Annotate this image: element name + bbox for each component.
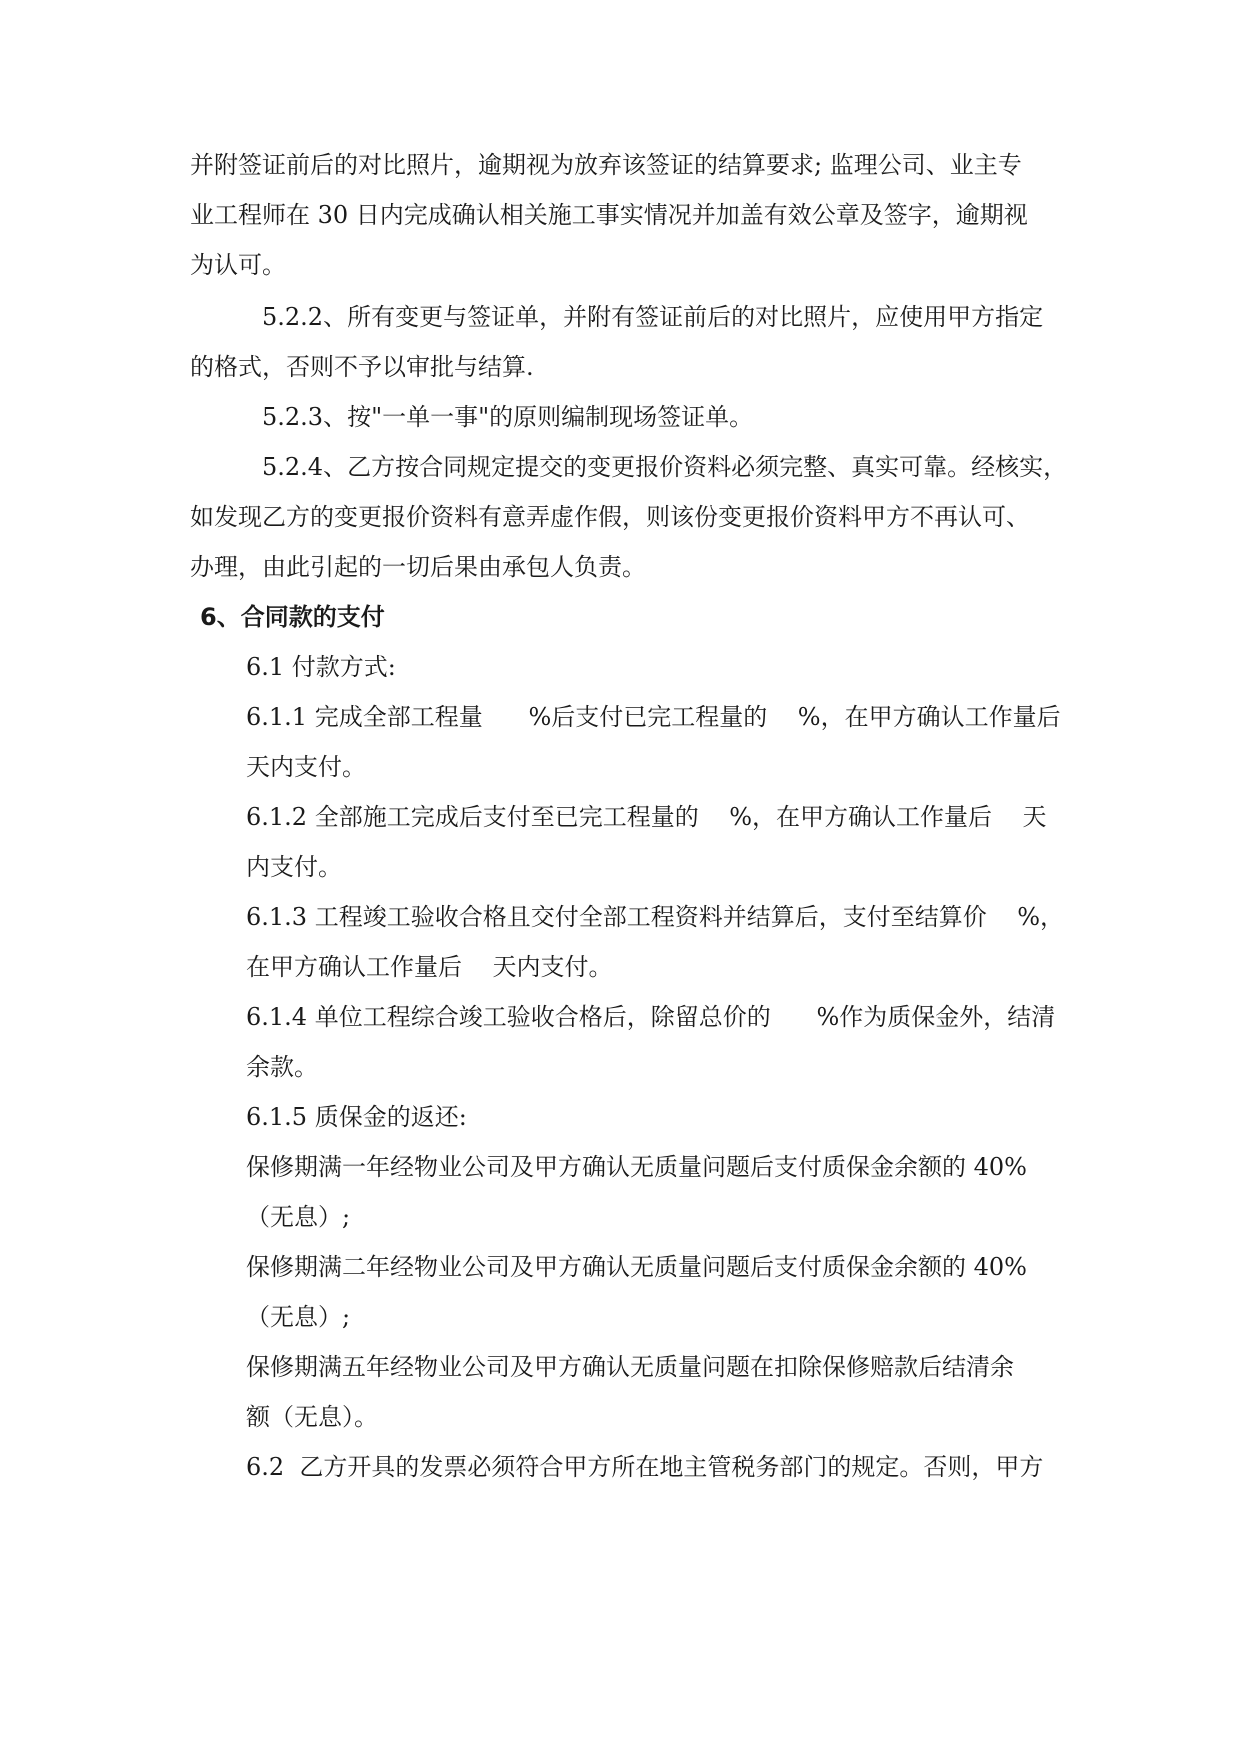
clause-5-2-4: 5.2.4、乙方按合同规定提交的变更报价资料必须完整、真实可靠。经核实， — [262, 453, 1068, 481]
warranty-line: 保修期满五年经物业公司及甲方确认无质量问题在扣除保修赔款后结清余 — [246, 1353, 1014, 1381]
clause-6-1-2: 6.1.2 全部施工完成后支付至已完工程量的 %，在甲方确认工作量后 天 — [246, 803, 1047, 831]
paragraph-line: 并附签证前后的对比照片，逾期视为放弃该签证的结算要求; 监理公司、业主专 — [190, 151, 1022, 179]
section-heading: 6、合同款的支付 — [200, 603, 385, 631]
warranty-line: 保修期满二年经物业公司及甲方确认无质量问题后支付质保金余额的 40% — [246, 1253, 1027, 1281]
warranty-line: 额（无息）。 — [246, 1403, 378, 1431]
paragraph-line: 在甲方确认工作量后 天内支付。 — [246, 953, 613, 981]
clause-6-1-4: 6.1.4 单位工程综合竣工验收合格后，除留总价的 %作为质保金外，结清 — [246, 1003, 1056, 1031]
clause-5-2-2: 5.2.2、所有变更与签证单，并附有签证前后的对比照片，应使用甲方指定 — [262, 303, 1044, 331]
paragraph-line: 为认可。 — [190, 251, 286, 279]
paragraph-line: 如发现乙方的变更报价资料有意弄虚作假，则该份变更报价资料甲方不再认可、 — [190, 503, 1030, 531]
clause-6-1-1: 6.1.1 完成全部工程量 %后支付已完工程量的 %，在甲方确认工作量后 — [246, 703, 1061, 731]
paragraph-line: 余款。 — [246, 1053, 318, 1081]
paragraph-line: 办理，由此引起的一切后果由承包人负责。 — [190, 553, 646, 581]
paragraph-line: 天内支付。 — [246, 753, 366, 781]
paragraph-line: 内支付。 — [246, 853, 342, 881]
warranty-line: 保修期满一年经物业公司及甲方确认无质量问题后支付质保金余额的 40% — [246, 1153, 1027, 1181]
clause-5-2-3: 5.2.3、按"一单一事"的原则编制现场签证单。 — [262, 403, 754, 431]
paragraph-line: 的格式，否则不予以审批与结算. — [190, 353, 534, 381]
warranty-line: （无息）; — [246, 1203, 351, 1231]
clause-6-1-5: 6.1.5 质保金的返还: — [246, 1103, 467, 1131]
warranty-line: （无息）; — [246, 1303, 351, 1331]
clause-6-1: 6.1 付款方式: — [246, 653, 396, 681]
clause-6-2: 6.2 乙方开具的发票必须符合甲方所在地主管税务部门的规定。否则，甲方 — [246, 1453, 1044, 1481]
paragraph-line: 业工程师在 30 日内完成确认相关施工事实情况并加盖有效公章及签字，逾期视 — [190, 201, 1028, 229]
clause-6-1-3: 6.1.3 工程竣工验收合格且交付全部工程资料并结算后，支付至结算价 %， — [246, 903, 1065, 931]
